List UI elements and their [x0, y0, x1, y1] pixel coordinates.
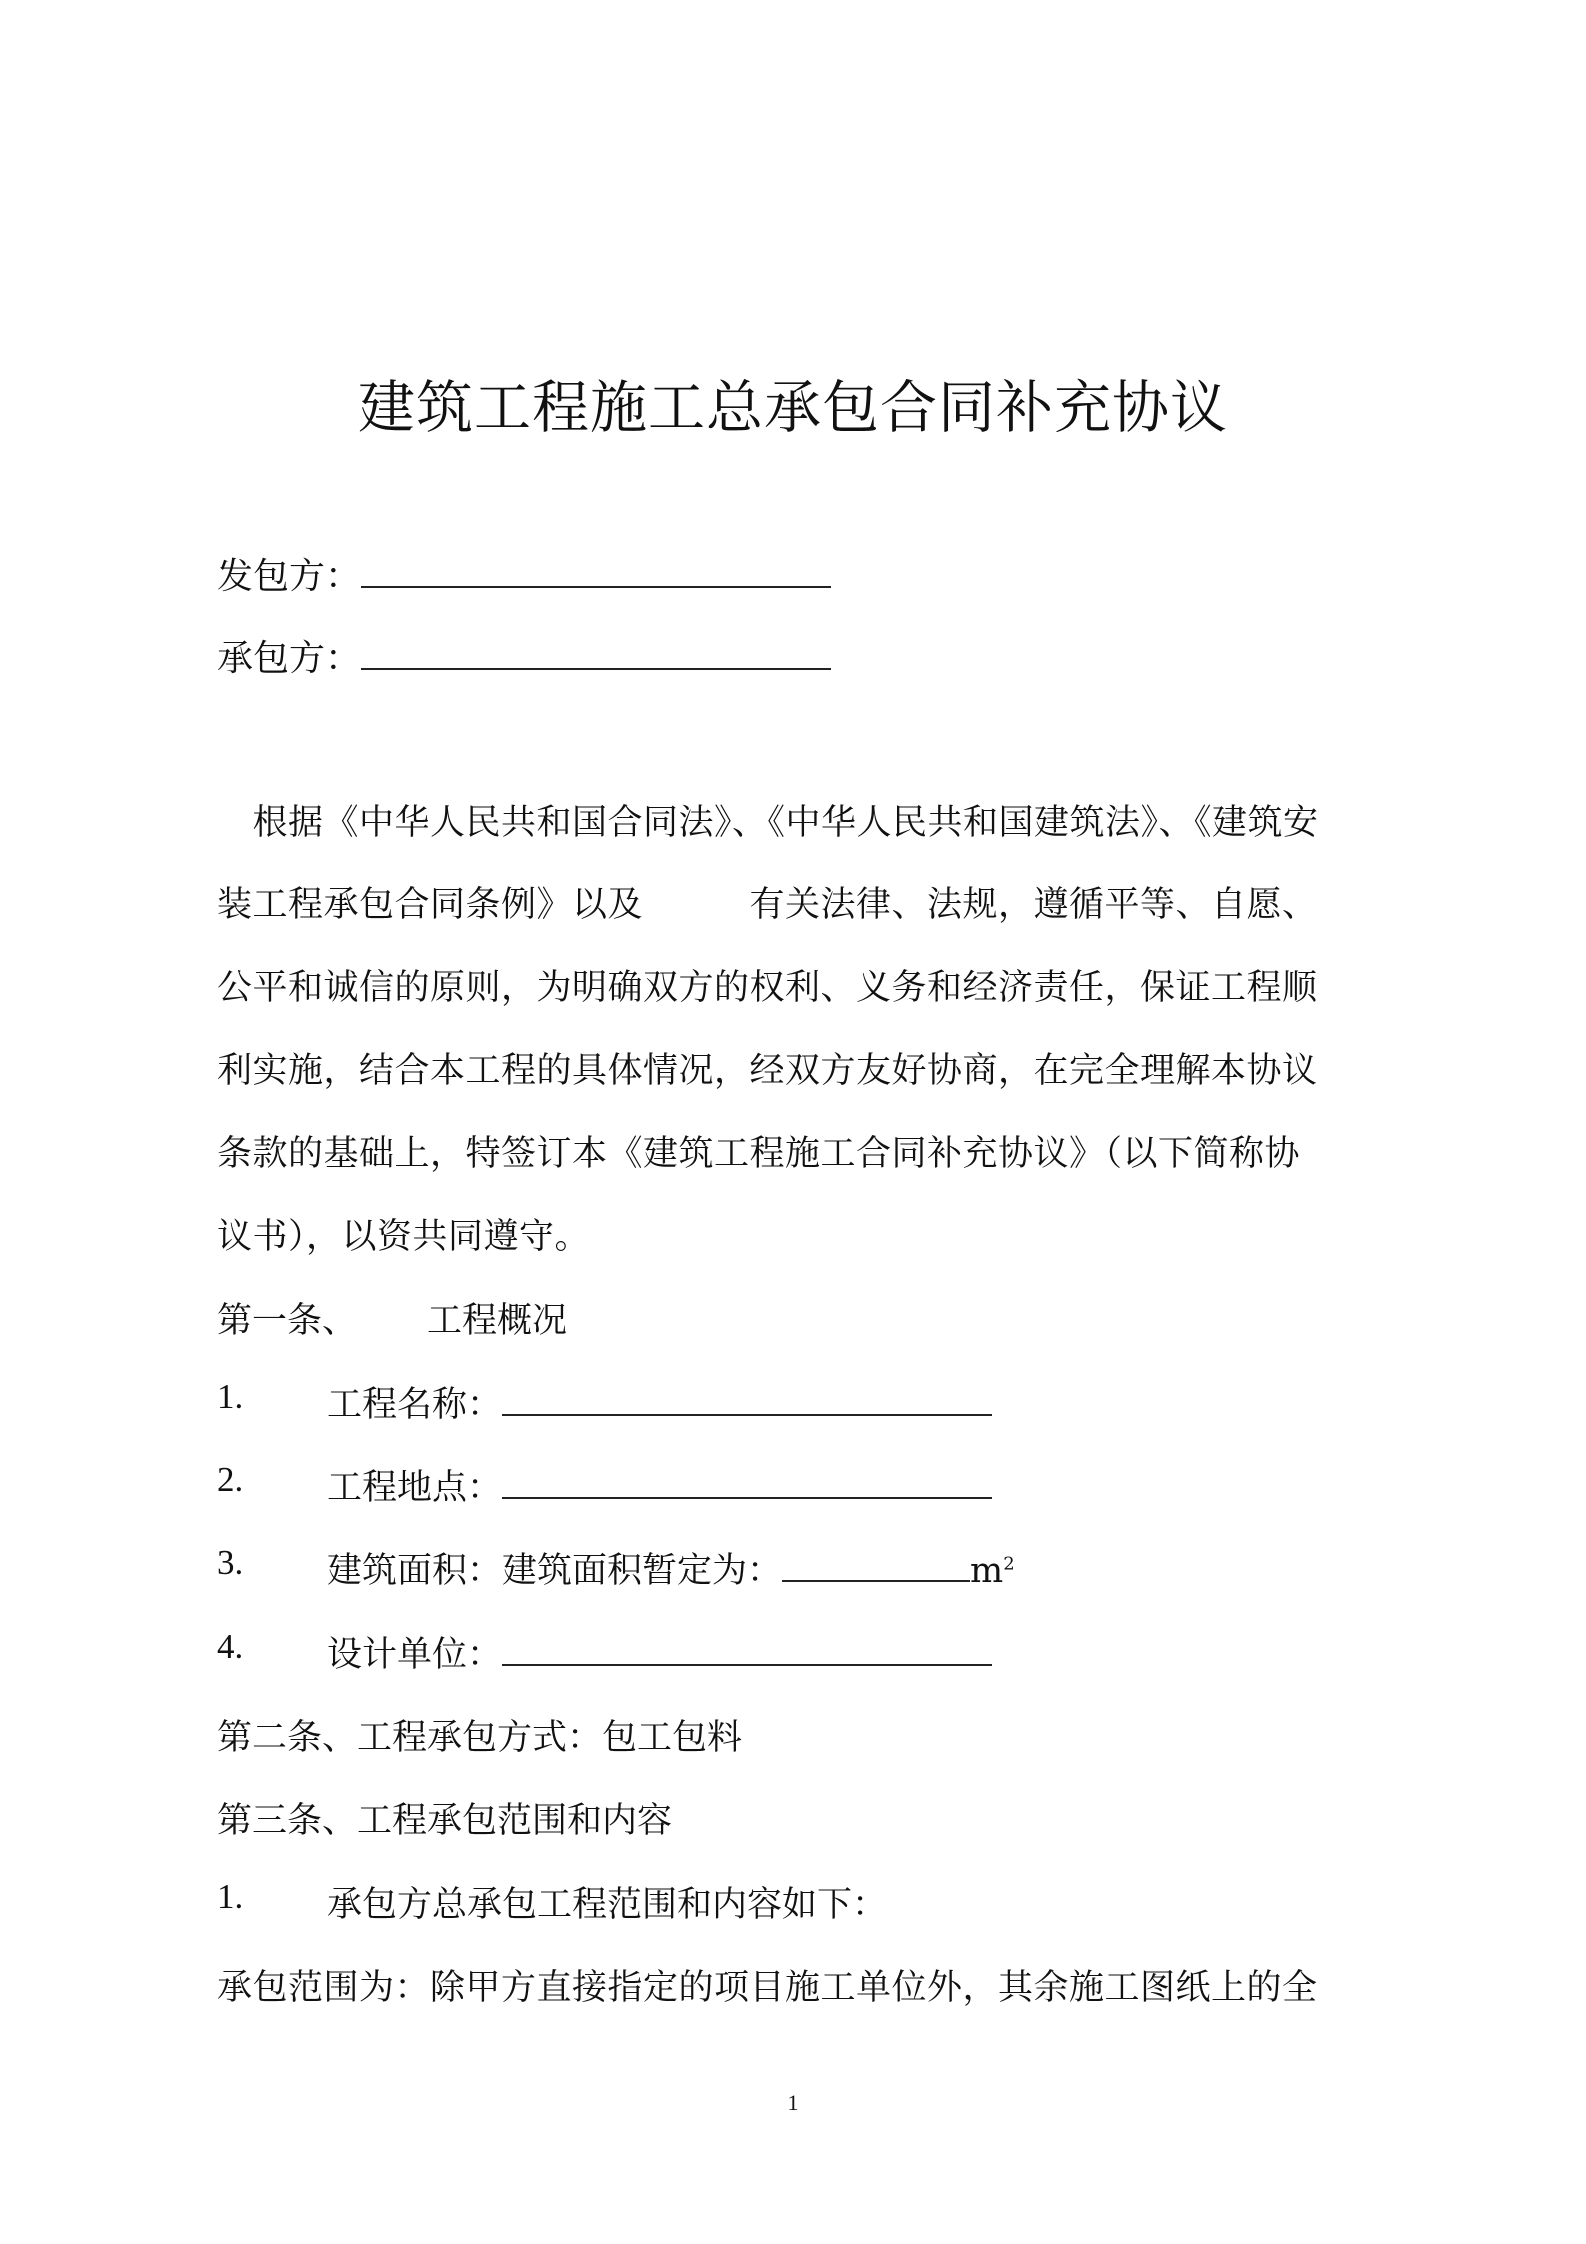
project-location-blank [502, 1493, 992, 1499]
party-contractor-row [217, 630, 831, 681]
building-area-blank [782, 1576, 970, 1582]
area-unit-superscript: 2 [1003, 1553, 1015, 1575]
item-number: 2. [217, 1460, 244, 1499]
project-name-label: 工程名称： [327, 1385, 503, 1425]
design-unit-label: 设计单位： [327, 1635, 503, 1675]
article1-heading-title: 工程概况 [427, 1301, 568, 1341]
project-location-row [327, 1460, 992, 1510]
item-number: 1. [217, 1377, 244, 1416]
preamble-line: 公平和诚信的原则，为明确双方的权利、义务和经济责任，保证工程顺 [217, 968, 1318, 1008]
article1-heading [217, 1293, 567, 1343]
building-area-label: 建筑面积：建筑面积暂定为： [327, 1551, 783, 1591]
article1-heading-prefix: 第一条、 [217, 1301, 358, 1341]
party-contractor-label: 承包方： [217, 638, 362, 679]
project-location-label: 工程地点： [327, 1468, 503, 1508]
item-number: 1. [217, 1877, 244, 1916]
party-employer-row [217, 548, 831, 599]
scope-line: 承包范围为：除甲方直接指定的项目施工单位外，其余施工图纸上的全 [217, 1968, 1318, 2008]
preamble-line: 利实施，结合本工程的具体情况，经双方友好协商，在完全理解本协议 [217, 1051, 1318, 1091]
project-name-row [327, 1377, 992, 1427]
project-name-blank [502, 1410, 992, 1416]
preamble-line: 根据《中华人民共和国合同法》、《中华人民共和国建筑法》、《建筑安 [217, 803, 1319, 843]
party-employer-label: 发包方： [217, 556, 362, 597]
design-unit-blank [502, 1660, 992, 1666]
page-number: 1 [787, 2090, 799, 2115]
item-number: 3. [217, 1543, 244, 1582]
area-unit: m [970, 1551, 1004, 1591]
article3-heading: 第三条、工程承包范围和内容 [217, 1801, 673, 1841]
preamble-line: 议书），以资共同遵守。 [217, 1217, 591, 1257]
building-area-row [327, 1543, 1015, 1593]
item-number: 4. [217, 1627, 244, 1666]
article2-heading: 第二条、工程承包方式：包工包料 [217, 1718, 743, 1758]
party-employer-blank [361, 582, 831, 588]
preamble-line: 条款的基础上，特签订本《建筑工程施工合同补充协议》（以下简称协 [217, 1134, 1301, 1174]
preamble-line: 装工程承包合同条例》以及 有关法律、法规，遵循平等、自愿、 [217, 885, 1318, 925]
party-contractor-blank [361, 664, 831, 670]
document-title: 建筑工程施工总承包合同补充协议 [358, 375, 1228, 441]
design-unit-row [327, 1627, 992, 1677]
article3-item1-text: 承包方总承包工程范围和内容如下： [327, 1885, 888, 1925]
